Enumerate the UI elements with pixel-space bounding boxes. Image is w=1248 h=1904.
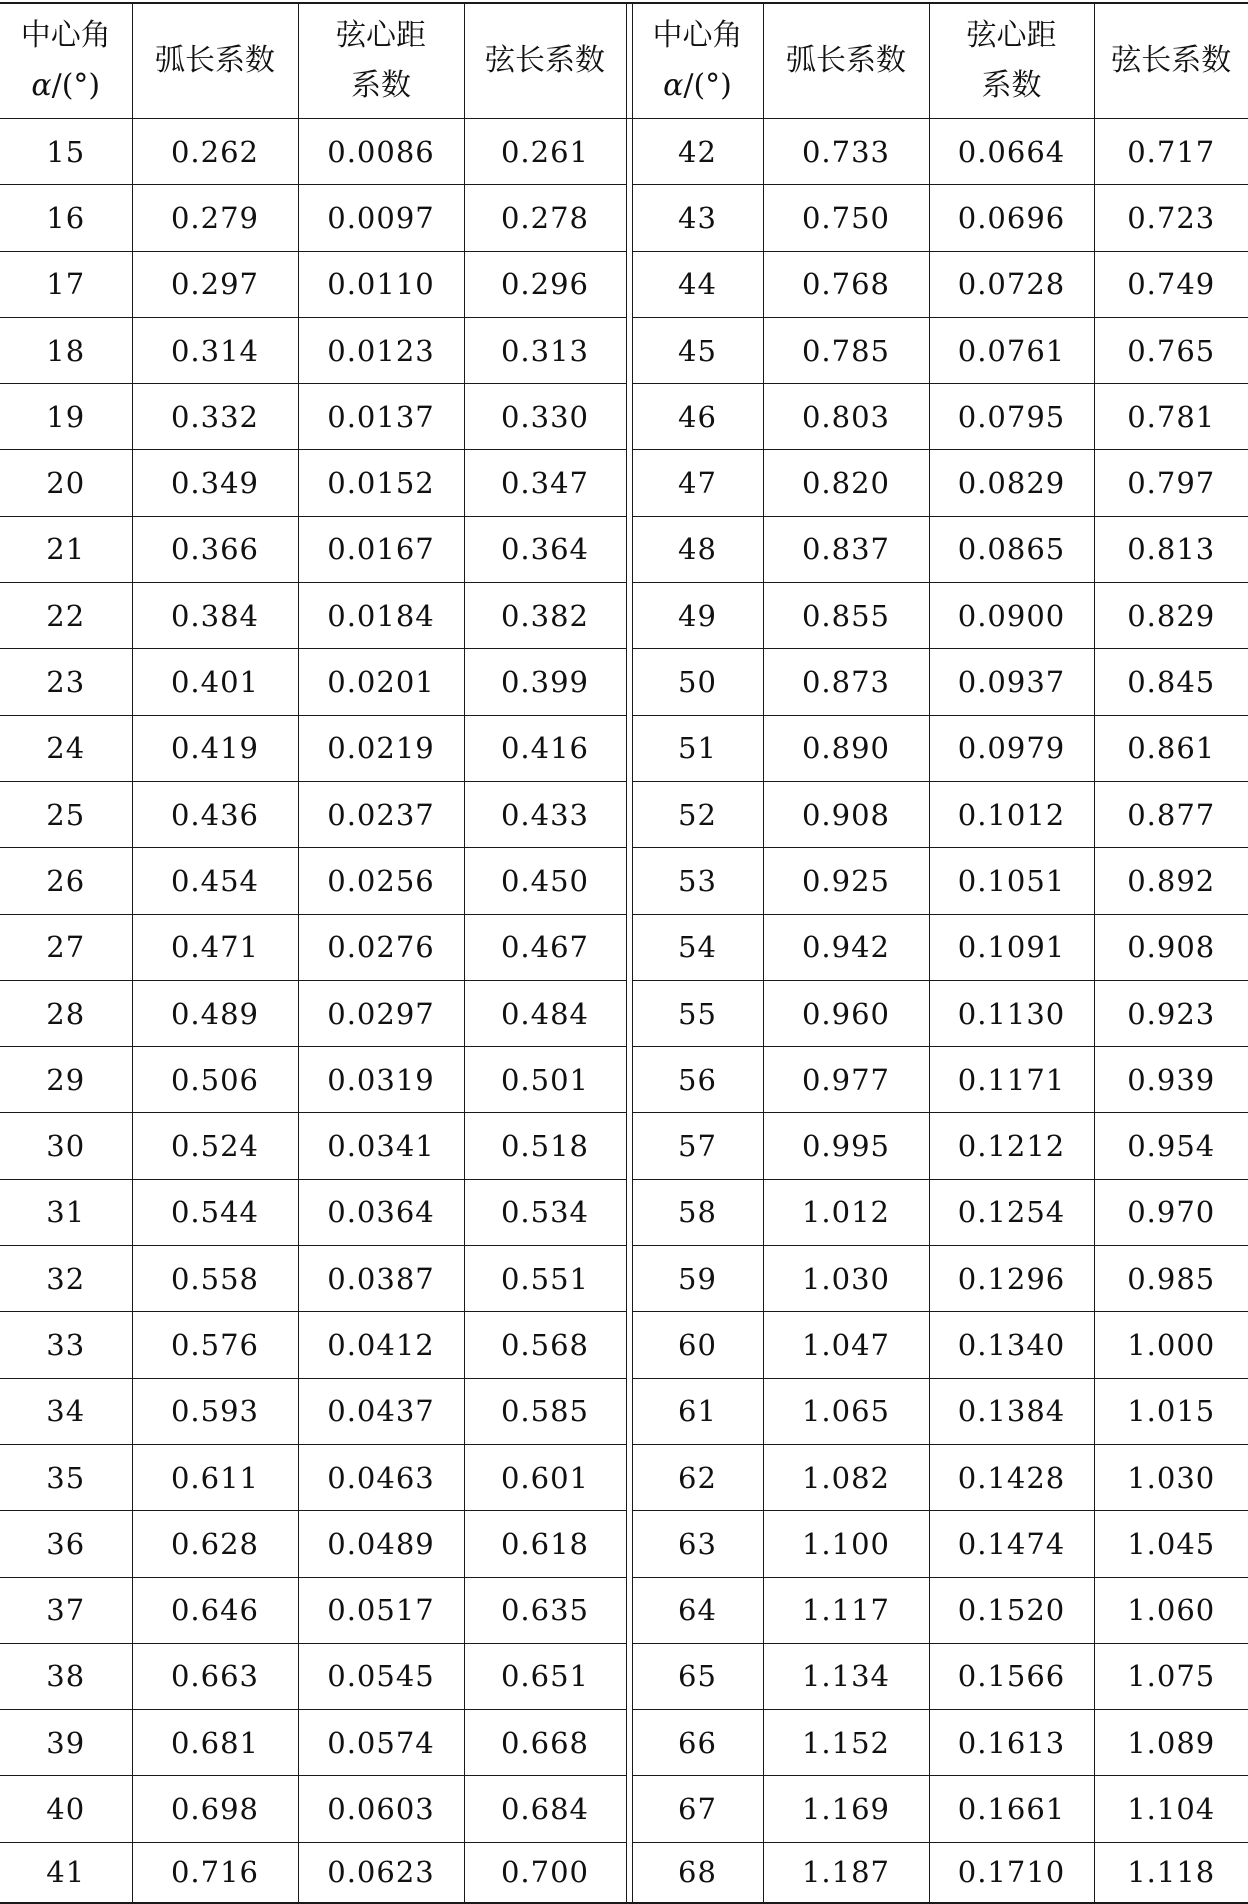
cell-arc-coef-2: 1.134: [763, 1643, 929, 1709]
cell-chord-distance-coef-2: 0.1566: [929, 1643, 1094, 1709]
table-row: [0, 450, 1248, 516]
cell-arc-coef: 0.646: [132, 1577, 298, 1643]
cell-angle-2: 53: [632, 848, 763, 914]
cell-angle: 20: [0, 450, 132, 516]
cell-arc-coef-2: 0.785: [763, 317, 929, 383]
cell-chord-distance-coef: 0.0219: [298, 715, 464, 781]
cell-angle-2: 68: [632, 1842, 763, 1903]
table-row: [0, 384, 1248, 450]
cell-arc-coef: 0.401: [132, 649, 298, 715]
cell-arc-coef-2: 0.977: [763, 1047, 929, 1113]
cell-chord-coef: 0.585: [464, 1378, 626, 1444]
table-row: [0, 848, 1248, 914]
table-row: [0, 649, 1248, 715]
cell-chord-coef: 0.635: [464, 1577, 626, 1643]
table-body: [0, 119, 1248, 1903]
cell-arc-coef-2: 0.837: [763, 516, 929, 582]
cell-chord-coef-2: 0.939: [1094, 1047, 1248, 1113]
table-row: [0, 980, 1248, 1046]
cell-arc-coef-2: 0.733: [763, 119, 929, 185]
cell-arc-coef-2: 1.100: [763, 1511, 929, 1577]
header-chord-distance-line2: 系数: [351, 68, 411, 103]
cell-arc-coef-2: 1.012: [763, 1179, 929, 1245]
cell-chord-coef-2: 0.813: [1094, 516, 1248, 582]
cell-chord-distance-coef-2: 0.0664: [929, 119, 1094, 185]
table-row: [0, 516, 1248, 582]
cell-angle-2: 52: [632, 781, 763, 847]
cell-arc-coef: 0.611: [132, 1444, 298, 1510]
cell-chord-coef: 0.501: [464, 1047, 626, 1113]
cell-arc-coef-2: 1.030: [763, 1246, 929, 1312]
cell-arc-coef: 0.471: [132, 914, 298, 980]
cell-angle-2: 57: [632, 1113, 763, 1179]
alpha-symbol: α: [31, 68, 52, 103]
header-chord-distance-line2-2: 系数: [981, 68, 1042, 103]
header-chord-distance-coef-2: [929, 3, 1094, 119]
cell-angle-2: 48: [632, 516, 763, 582]
cell-angle-2: 43: [632, 185, 763, 251]
cell-angle-2: 44: [632, 251, 763, 317]
cell-chord-coef: 0.433: [464, 781, 626, 847]
cell-angle-2: 64: [632, 1577, 763, 1643]
cell-chord-distance-coef-2: 0.1661: [929, 1776, 1094, 1842]
cell-angle-2: 47: [632, 450, 763, 516]
cell-chord-coef-2: 0.723: [1094, 185, 1248, 251]
alpha-symbol-2: α: [663, 68, 684, 103]
cell-arc-coef: 0.506: [132, 1047, 298, 1113]
cell-angle: 28: [0, 980, 132, 1046]
cell-chord-distance-coef: 0.0097: [298, 185, 464, 251]
cell-angle: 33: [0, 1312, 132, 1378]
header-central-angle-unit-line-2: [633, 61, 763, 111]
cell-chord-distance-coef-2: 0.0728: [929, 251, 1094, 317]
angle-unit-2: /(°): [683, 68, 732, 103]
cell-chord-distance-coef: 0.0152: [298, 450, 464, 516]
cell-chord-coef-2: 0.749: [1094, 251, 1248, 317]
cell-chord-coef: 0.618: [464, 1511, 626, 1577]
table-row: [0, 1577, 1248, 1643]
table-row: [0, 317, 1248, 383]
cell-chord-distance-coef-2: 0.1130: [929, 980, 1094, 1046]
cell-arc-coef: 0.436: [132, 781, 298, 847]
cell-chord-coef: 0.551: [464, 1246, 626, 1312]
table-row: [0, 1842, 1248, 1903]
cell-chord-coef: 0.450: [464, 848, 626, 914]
cell-angle: 27: [0, 914, 132, 980]
table-row: [0, 185, 1248, 251]
table-row: [0, 583, 1248, 649]
cell-chord-coef-2: 0.829: [1094, 583, 1248, 649]
cell-angle-2: 54: [632, 914, 763, 980]
cell-chord-coef: 0.364: [464, 516, 626, 582]
cell-chord-distance-coef-2: 0.1171: [929, 1047, 1094, 1113]
table-row: [0, 1113, 1248, 1179]
header-chord-coef-2: 弦长系数: [1094, 3, 1248, 119]
cell-chord-distance-coef-2: 0.1212: [929, 1113, 1094, 1179]
cell-angle-2: 42: [632, 119, 763, 185]
table-row: [0, 1312, 1248, 1378]
cell-angle-2: 50: [632, 649, 763, 715]
cell-angle: 37: [0, 1577, 132, 1643]
cell-angle-2: 67: [632, 1776, 763, 1842]
cell-angle: 15: [0, 119, 132, 185]
header-arc-coef-2: 弧长系数: [763, 3, 929, 119]
cell-chord-coef-2: 0.985: [1094, 1246, 1248, 1312]
cell-arc-coef: 0.454: [132, 848, 298, 914]
cell-chord-coef: 0.399: [464, 649, 626, 715]
cell-angle: 19: [0, 384, 132, 450]
cell-chord-coef-2: 0.797: [1094, 450, 1248, 516]
cell-chord-coef-2: 1.075: [1094, 1643, 1248, 1709]
header-chord-coef: 弦长系数: [464, 3, 626, 119]
cell-arc-coef-2: 0.960: [763, 980, 929, 1046]
cell-chord-coef-2: 1.060: [1094, 1577, 1248, 1643]
cell-chord-coef: 0.484: [464, 980, 626, 1046]
cell-chord-coef: 0.347: [464, 450, 626, 516]
cell-chord-coef-2: 0.970: [1094, 1179, 1248, 1245]
cell-angle: 34: [0, 1378, 132, 1444]
cell-arc-coef: 0.384: [132, 583, 298, 649]
cell-angle: 29: [0, 1047, 132, 1113]
cell-chord-distance-coef: 0.0364: [298, 1179, 464, 1245]
cell-arc-coef: 0.716: [132, 1842, 298, 1903]
cell-angle: 25: [0, 781, 132, 847]
cell-arc-coef-2: 1.065: [763, 1378, 929, 1444]
cell-arc-coef: 0.698: [132, 1776, 298, 1842]
header-chord-distance-line1-2: 弦心距: [966, 18, 1057, 53]
header-central-angle-label-2: 中心角: [652, 18, 743, 53]
cell-arc-coef-2: 1.152: [763, 1710, 929, 1776]
cell-arc-coef: 0.524: [132, 1113, 298, 1179]
header-row: [0, 3, 1248, 119]
cell-arc-coef: 0.279: [132, 185, 298, 251]
cell-arc-coef: 0.297: [132, 251, 298, 317]
cell-chord-distance-coef: 0.0297: [298, 980, 464, 1046]
table-row: [0, 1776, 1248, 1842]
header-central-angle: [0, 3, 132, 119]
cell-arc-coef: 0.366: [132, 516, 298, 582]
cell-angle: 18: [0, 317, 132, 383]
cell-arc-coef: 0.681: [132, 1710, 298, 1776]
cell-chord-distance-coef-2: 0.1520: [929, 1577, 1094, 1643]
cell-chord-coef: 0.568: [464, 1312, 626, 1378]
cell-chord-coef-2: 0.845: [1094, 649, 1248, 715]
cell-angle-2: 59: [632, 1246, 763, 1312]
cell-arc-coef-2: 1.047: [763, 1312, 929, 1378]
table-row: [0, 1246, 1248, 1312]
cell-arc-coef-2: 0.768: [763, 251, 929, 317]
cell-angle-2: 45: [632, 317, 763, 383]
cell-chord-coef: 0.518: [464, 1113, 626, 1179]
header-central-angle-2: [632, 3, 763, 119]
cell-angle: 30: [0, 1113, 132, 1179]
cell-chord-distance-coef-2: 0.1296: [929, 1246, 1094, 1312]
cell-chord-coef: 0.700: [464, 1842, 626, 1903]
cell-arc-coef-2: 0.995: [763, 1113, 929, 1179]
cell-chord-coef: 0.330: [464, 384, 626, 450]
cell-chord-distance-coef-2: 0.1012: [929, 781, 1094, 847]
cell-angle-2: 66: [632, 1710, 763, 1776]
cell-chord-distance-coef-2: 0.1051: [929, 848, 1094, 914]
cell-angle-2: 65: [632, 1643, 763, 1709]
cell-arc-coef-2: 1.117: [763, 1577, 929, 1643]
cell-chord-distance-coef-2: 0.1474: [929, 1511, 1094, 1577]
cell-chord-coef-2: 0.892: [1094, 848, 1248, 914]
cell-chord-distance-coef: 0.0319: [298, 1047, 464, 1113]
cell-arc-coef: 0.544: [132, 1179, 298, 1245]
cell-arc-coef: 0.489: [132, 980, 298, 1046]
cell-chord-distance-coef: 0.0167: [298, 516, 464, 582]
header-central-angle-unit-line: [0, 61, 132, 111]
cell-angle: 40: [0, 1776, 132, 1842]
cell-chord-distance-coef: 0.0110: [298, 251, 464, 317]
cell-chord-distance-coef: 0.0412: [298, 1312, 464, 1378]
cell-angle-2: 56: [632, 1047, 763, 1113]
cell-chord-distance-coef: 0.0489: [298, 1511, 464, 1577]
cell-angle-2: 62: [632, 1444, 763, 1510]
cell-chord-coef: 0.261: [464, 119, 626, 185]
cell-arc-coef: 0.349: [132, 450, 298, 516]
cell-chord-coef: 0.601: [464, 1444, 626, 1510]
cell-chord-coef: 0.278: [464, 185, 626, 251]
table-row: [0, 1710, 1248, 1776]
cell-chord-coef: 0.382: [464, 583, 626, 649]
cell-angle: 17: [0, 251, 132, 317]
table-row: [0, 715, 1248, 781]
cell-arc-coef: 0.332: [132, 384, 298, 450]
cell-chord-coef: 0.534: [464, 1179, 626, 1245]
cell-angle-2: 49: [632, 583, 763, 649]
cell-arc-coef-2: 0.873: [763, 649, 929, 715]
cell-chord-distance-coef: 0.0184: [298, 583, 464, 649]
cell-arc-coef-2: 0.820: [763, 450, 929, 516]
cell-angle: 36: [0, 1511, 132, 1577]
cell-chord-distance-coef-2: 0.1710: [929, 1842, 1094, 1903]
cell-chord-distance-coef-2: 0.1428: [929, 1444, 1094, 1510]
cell-chord-distance-coef: 0.0123: [298, 317, 464, 383]
cell-chord-coef-2: 1.000: [1094, 1312, 1248, 1378]
cell-chord-distance-coef-2: 0.1613: [929, 1710, 1094, 1776]
cell-chord-coef: 0.313: [464, 317, 626, 383]
cell-angle: 31: [0, 1179, 132, 1245]
cell-angle: 16: [0, 185, 132, 251]
cell-chord-distance-coef: 0.0437: [298, 1378, 464, 1444]
cell-chord-distance-coef-2: 0.1254: [929, 1179, 1094, 1245]
cell-chord-distance-coef-2: 0.0937: [929, 649, 1094, 715]
table-row: [0, 119, 1248, 185]
table-row: [0, 781, 1248, 847]
cell-arc-coef-2: 0.908: [763, 781, 929, 847]
angle-unit: /(°): [51, 68, 101, 103]
cell-angle: 22: [0, 583, 132, 649]
cell-chord-coef-2: 0.877: [1094, 781, 1248, 847]
cell-angle-2: 63: [632, 1511, 763, 1577]
cell-chord-distance-coef-2: 0.0761: [929, 317, 1094, 383]
cell-arc-coef: 0.628: [132, 1511, 298, 1577]
cell-arc-coef-2: 0.925: [763, 848, 929, 914]
cell-chord-distance-coef: 0.0201: [298, 649, 464, 715]
cell-angle: 39: [0, 1710, 132, 1776]
cell-angle-2: 55: [632, 980, 763, 1046]
table-row: [0, 1179, 1248, 1245]
cell-chord-coef-2: 0.765: [1094, 317, 1248, 383]
table-row: [0, 914, 1248, 980]
cell-chord-distance-coef: 0.0276: [298, 914, 464, 980]
cell-arc-coef-2: 0.803: [763, 384, 929, 450]
cell-angle-2: 60: [632, 1312, 763, 1378]
cell-angle: 35: [0, 1444, 132, 1510]
cell-chord-coef: 0.651: [464, 1643, 626, 1709]
cell-chord-coef-2: 0.861: [1094, 715, 1248, 781]
table-row: [0, 1643, 1248, 1709]
cell-arc-coef: 0.663: [132, 1643, 298, 1709]
cell-chord-distance-coef-2: 0.0795: [929, 384, 1094, 450]
cell-chord-distance-coef-2: 0.0979: [929, 715, 1094, 781]
cell-chord-coef-2: 1.030: [1094, 1444, 1248, 1510]
cell-angle: 24: [0, 715, 132, 781]
cell-chord-coef-2: 1.045: [1094, 1511, 1248, 1577]
cell-chord-coef-2: 1.089: [1094, 1710, 1248, 1776]
cell-chord-coef: 0.296: [464, 251, 626, 317]
cell-arc-coef: 0.558: [132, 1246, 298, 1312]
cell-chord-distance-coef-2: 0.0900: [929, 583, 1094, 649]
cell-angle: 26: [0, 848, 132, 914]
cell-chord-distance-coef: 0.0603: [298, 1776, 464, 1842]
cell-chord-distance-coef-2: 0.1340: [929, 1312, 1094, 1378]
cell-arc-coef: 0.314: [132, 317, 298, 383]
cell-chord-distance-coef: 0.0086: [298, 119, 464, 185]
cell-chord-distance-coef: 0.0545: [298, 1643, 464, 1709]
cell-chord-coef-2: 1.118: [1094, 1842, 1248, 1903]
cell-arc-coef: 0.576: [132, 1312, 298, 1378]
table-row: [0, 1511, 1248, 1577]
cell-chord-coef: 0.668: [464, 1710, 626, 1776]
cell-chord-distance-coef: 0.0256: [298, 848, 464, 914]
cell-chord-distance-coef: 0.0517: [298, 1577, 464, 1643]
cell-arc-coef-2: 1.187: [763, 1842, 929, 1903]
cell-angle-2: 58: [632, 1179, 763, 1245]
table-row: [0, 1378, 1248, 1444]
cell-angle: 41: [0, 1842, 132, 1903]
cell-angle-2: 61: [632, 1378, 763, 1444]
cell-arc-coef: 0.262: [132, 119, 298, 185]
cell-chord-coef-2: 0.923: [1094, 980, 1248, 1046]
header-central-angle-label: 中心角: [20, 18, 111, 53]
cell-chord-distance-coef-2: 0.1384: [929, 1378, 1094, 1444]
cell-angle: 23: [0, 649, 132, 715]
table-row: [0, 1444, 1248, 1510]
cell-chord-coef: 0.684: [464, 1776, 626, 1842]
table-row: [0, 1047, 1248, 1113]
header-arc-coef: 弧长系数: [132, 3, 298, 119]
cell-chord-distance-coef-2: 0.0829: [929, 450, 1094, 516]
cell-angle: 32: [0, 1246, 132, 1312]
cell-angle: 38: [0, 1643, 132, 1709]
cell-chord-distance-coef-2: 0.0696: [929, 185, 1094, 251]
cell-chord-distance-coef-2: 0.0865: [929, 516, 1094, 582]
cell-chord-coef-2: 0.954: [1094, 1113, 1248, 1179]
cell-chord-distance-coef-2: 0.1091: [929, 914, 1094, 980]
cell-chord-distance-coef: 0.0463: [298, 1444, 464, 1510]
cell-arc-coef-2: 0.890: [763, 715, 929, 781]
cell-chord-distance-coef: 0.0237: [298, 781, 464, 847]
cell-chord-coef: 0.416: [464, 715, 626, 781]
cell-arc-coef: 0.593: [132, 1378, 298, 1444]
cell-arc-coef: 0.419: [132, 715, 298, 781]
cell-chord-distance-coef: 0.0574: [298, 1710, 464, 1776]
cell-chord-coef-2: 0.908: [1094, 914, 1248, 980]
cell-chord-coef-2: 1.104: [1094, 1776, 1248, 1842]
cell-chord-distance-coef: 0.0387: [298, 1246, 464, 1312]
cell-arc-coef-2: 0.855: [763, 583, 929, 649]
cell-chord-distance-coef: 0.0137: [298, 384, 464, 450]
cell-chord-distance-coef: 0.0623: [298, 1842, 464, 1903]
cell-arc-coef-2: 0.942: [763, 914, 929, 980]
coefficient-table: [0, 2, 1248, 1904]
cell-chord-distance-coef: 0.0341: [298, 1113, 464, 1179]
cell-angle: 21: [0, 516, 132, 582]
cell-arc-coef-2: 1.169: [763, 1776, 929, 1842]
cell-chord-coef-2: 0.781: [1094, 384, 1248, 450]
cell-chord-coef-2: 0.717: [1094, 119, 1248, 185]
cell-chord-coef: 0.467: [464, 914, 626, 980]
cell-chord-coef-2: 1.015: [1094, 1378, 1248, 1444]
table-row: [0, 251, 1248, 317]
cell-angle-2: 46: [632, 384, 763, 450]
header-chord-distance-coef: [298, 3, 464, 119]
cell-angle-2: 51: [632, 715, 763, 781]
cell-arc-coef-2: 0.750: [763, 185, 929, 251]
cell-arc-coef-2: 1.082: [763, 1444, 929, 1510]
header-chord-distance-line1: 弦心距: [336, 18, 426, 53]
